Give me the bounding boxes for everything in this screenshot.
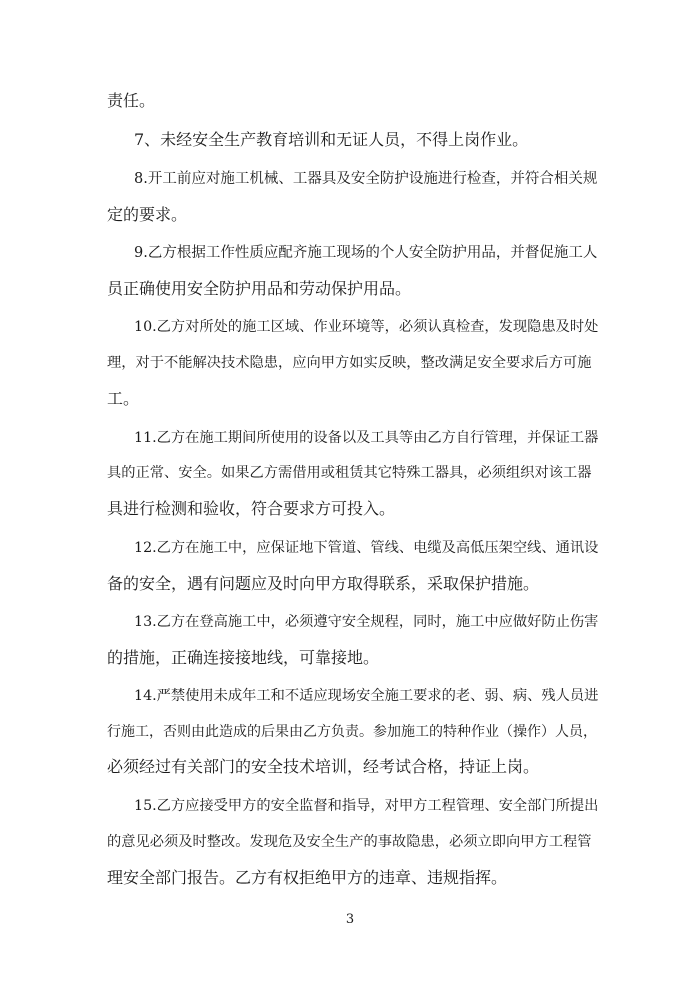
paragraph-7-line-1: 7、未经安全生产教育培训和无证人员，不得上岗作业。 [134, 130, 529, 149]
page-number: 3 [345, 912, 355, 927]
paragraph-15-line-3: 理安全部门报告。乙方有权拒绝甲方的违章、违规指挥。 [107, 868, 508, 887]
paragraph-11-line-3: 具进行检测和验收，符合要求方可投入。 [107, 499, 396, 518]
paragraph-10-line-3: 工。 [107, 389, 140, 408]
paragraph-11-line-1: 11.乙方在施工期间所使用的设备以及工具等由乙方自行管理，并保证工器 [134, 430, 599, 446]
paragraph-8-line-1: 8.开工前应对施工机械、工器具及安全防护设施进行检查，并符合相关规 [134, 171, 598, 187]
paragraph-10-line-1: 10.乙方对所处的施工区域、作业环境等，必须认真检查，发现隐患及时处 [134, 319, 599, 335]
paragraph-14-line-2: 行施工，否则由此造成的后果由乙方负责。参加施工的特种作业（操作）人员， [107, 724, 597, 740]
paragraph-11-line-2: 具的正常、安全。如果乙方需借用或租赁其它特殊工器具，必须组织对该工器 [107, 465, 592, 481]
paragraph-13-line-2: 的措施，正确连接接地线，可靠接地。 [107, 648, 380, 667]
paragraph-15-line-2: 的意见必须及时整改。发现危及安全生产的事故隐患，必须立即向甲方工程管 [107, 834, 592, 850]
paragraph-9-line-2: 员正确使用安全防护用品和劳动保护用品。 [107, 279, 412, 298]
paragraph-13-line-1: 13.乙方在登高施工中，必须遵守安全规程，同时，施工中应做好防止伤害 [134, 614, 599, 630]
paragraph-9-line-1: 9.乙方根据工作性质应配齐施工现场的个人安全防护用品，并督促施工人 [134, 245, 598, 261]
paragraph-continued-line-1: 责任。 [107, 91, 156, 110]
paragraph-12-line-1: 12.乙方在施工中，应保证地下管道、管线、电缆及高低压架空线、通讯设 [134, 540, 599, 556]
paragraph-15-line-1: 15.乙方应接受甲方的安全监督和指导，对甲方工程管理、安全部门所提出 [134, 798, 599, 814]
paragraph-8-line-2: 定的要求。 [107, 205, 188, 224]
paragraph-10-line-2: 理，对于不能解决技术隐患，应向甲方如实反映，整改满足安全要求后方可施 [107, 355, 592, 371]
paragraph-12-line-2: 备的安全，遇有问题应及时向甲方取得联系，采取保护措施。 [107, 574, 540, 593]
paragraph-14-line-3: 必须经过有关部门的安全技术培训，经考试合格，持证上岗。 [107, 757, 540, 776]
paragraph-14-line-1: 14.严禁使用未成年工和不适应现场安全施工要求的老、弱、病、残人员进 [134, 688, 599, 704]
